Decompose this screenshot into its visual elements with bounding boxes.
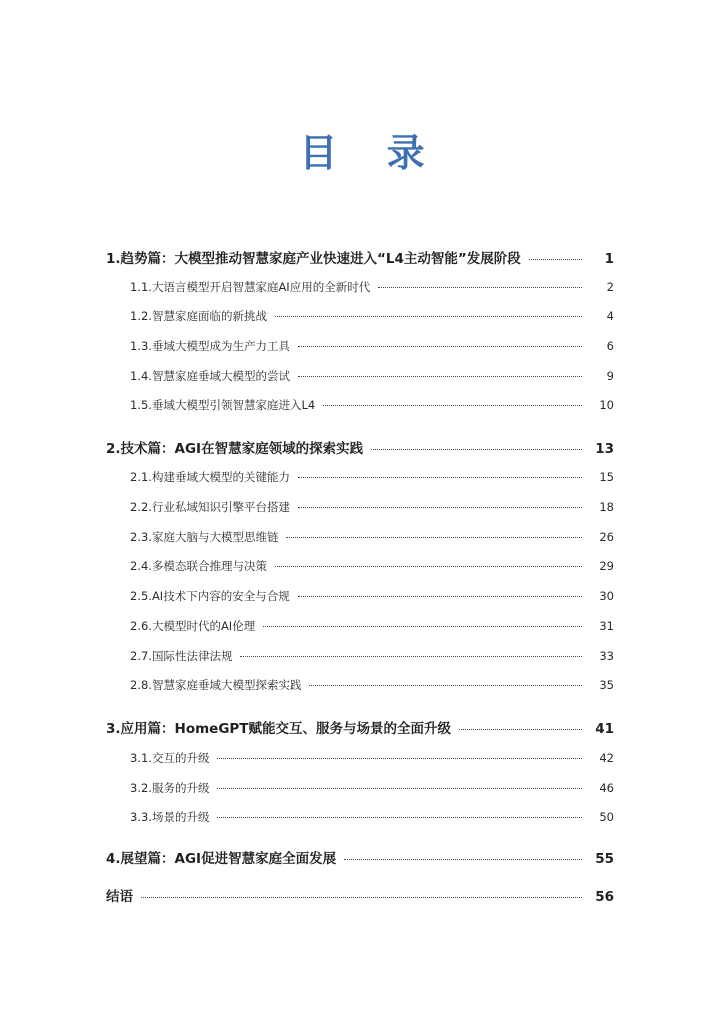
- toc-dot-leader: [298, 506, 582, 508]
- toc-dot-leader: [263, 625, 582, 627]
- toc-entry-label: 2.6.大模型时代的AI伦理: [130, 619, 256, 633]
- toc-entry-label: 2.7.国际性法律法规: [130, 649, 233, 663]
- toc-dot-leader: [529, 258, 582, 260]
- toc-entry[interactable]: [106, 847, 614, 867]
- toc-entry-label: 1.1.大语言模型开启智慧家庭AI应用的全新时代: [130, 280, 371, 294]
- toc-dot-leader: [275, 315, 582, 317]
- toc-entry-page: 9: [606, 369, 614, 383]
- toc-entry-page: 4: [606, 309, 614, 323]
- toc-entry[interactable]: [130, 499, 614, 515]
- toc-dot-leader: [371, 448, 582, 450]
- toc-entry-label: 1.2.智慧家庭面临的新挑战: [130, 309, 267, 323]
- toc-dot-leader: [298, 375, 582, 377]
- toc-entry-label: 1.趋势篇：大模型推动智慧家庭产业快速进入“L4主动智能”发展阶段: [106, 251, 521, 267]
- toc-entry-page: 50: [599, 810, 614, 824]
- toc-entry-page: 31: [599, 619, 614, 633]
- toc-dot-leader: [344, 858, 582, 860]
- toc-entry-page: 41: [595, 721, 614, 737]
- toc-entry-label: 结语: [106, 889, 133, 905]
- toc-entry[interactable]: [130, 677, 614, 693]
- toc-dot-leader: [323, 404, 582, 406]
- toc-entry-page: 2: [606, 280, 614, 294]
- toc-dot-leader: [378, 286, 582, 288]
- toc-dot-leader: [298, 345, 582, 347]
- toc-entry[interactable]: [106, 885, 614, 905]
- toc-dot-leader: [141, 896, 582, 898]
- toc-dot-leader: [286, 536, 582, 538]
- toc-entry[interactable]: [130, 809, 614, 825]
- toc-entry[interactable]: [130, 397, 614, 413]
- toc-entry-page: 42: [599, 751, 614, 765]
- toc-entry[interactable]: [130, 750, 614, 766]
- toc-entry-page: 15: [599, 470, 614, 484]
- toc-entry-label: 2.5.AI技术下内容的安全与合规: [130, 589, 290, 603]
- toc-entry-page: 29: [599, 559, 614, 573]
- toc-entry-label: 2.2.行业私域知识引擎平台搭建: [130, 500, 290, 514]
- toc-dot-leader: [217, 787, 582, 789]
- toc-entry-label: 1.4.智慧家庭垂域大模型的尝试: [130, 369, 290, 383]
- toc-entry-label: 2.1.构建垂域大模型的关键能力: [130, 470, 290, 484]
- toc-entry-page: 26: [599, 530, 614, 544]
- toc-entry-label: 3.2.服务的升级: [130, 781, 210, 795]
- toc-entry[interactable]: [130, 368, 614, 384]
- toc-entry-label: 2.3.家庭大脑与大模型思维链: [130, 530, 279, 544]
- toc-entry-label: 3.应用篇：HomeGPT赋能交互、服务与场景的全面升级: [106, 721, 452, 737]
- toc-entry[interactable]: [130, 588, 614, 604]
- toc-dot-leader: [459, 728, 582, 730]
- toc-entry-page: 10: [599, 398, 614, 412]
- toc-entry-page: 1: [604, 251, 614, 267]
- toc-dot-leader: [217, 757, 582, 759]
- toc-entry-page: 30: [599, 589, 614, 603]
- toc-entry[interactable]: [106, 437, 614, 457]
- toc-entry-label: 3.1.交互的升级: [130, 751, 210, 765]
- toc-dot-leader: [298, 476, 582, 478]
- toc-entry-page: 56: [595, 889, 614, 905]
- toc-entry-page: 55: [595, 851, 614, 867]
- toc-dot-leader: [275, 565, 582, 567]
- toc-entry[interactable]: [130, 338, 614, 354]
- toc-entry-page: 46: [599, 781, 614, 795]
- toc-entry-page: 18: [599, 500, 614, 514]
- toc-entry[interactable]: [130, 308, 614, 324]
- toc-entry[interactable]: [130, 279, 614, 295]
- toc-entry-page: 35: [599, 678, 614, 692]
- toc-entry[interactable]: [130, 648, 614, 664]
- toc-entry[interactable]: [130, 618, 614, 634]
- toc-entry[interactable]: [106, 247, 614, 267]
- toc-entry-page: 13: [595, 441, 614, 457]
- toc-entry[interactable]: [130, 529, 614, 545]
- toc-entry-label: 2.4.多模态联合推理与决策: [130, 559, 267, 573]
- toc-entry-page: 6: [606, 339, 614, 353]
- toc-entry-label: 3.3.场景的升级: [130, 810, 210, 824]
- page-title: 目 录: [299, 131, 443, 175]
- toc-entry-label: 4.展望篇：AGI促进智慧家庭全面发展: [106, 851, 337, 867]
- toc-entry-label: 2.技术篇：AGI在智慧家庭领域的探索实践: [106, 441, 364, 457]
- toc-entry[interactable]: [106, 717, 614, 737]
- toc-entry[interactable]: [130, 469, 614, 485]
- toc-entry[interactable]: [130, 780, 614, 796]
- toc-entry[interactable]: [130, 558, 614, 574]
- toc-dot-leader: [298, 595, 582, 597]
- toc-entry-label: 2.8.智慧家庭垂域大模型探索实践: [130, 678, 302, 692]
- toc-entry-label: 1.5.垂域大模型引领智慧家庭进入L4: [130, 398, 316, 412]
- toc-entry-label: 1.3.垂域大模型成为生产力工具: [130, 339, 290, 353]
- toc-dot-leader: [240, 655, 582, 657]
- toc-dot-leader: [217, 816, 582, 818]
- toc-entry-page: 33: [599, 649, 614, 663]
- toc-dot-leader: [309, 684, 582, 686]
